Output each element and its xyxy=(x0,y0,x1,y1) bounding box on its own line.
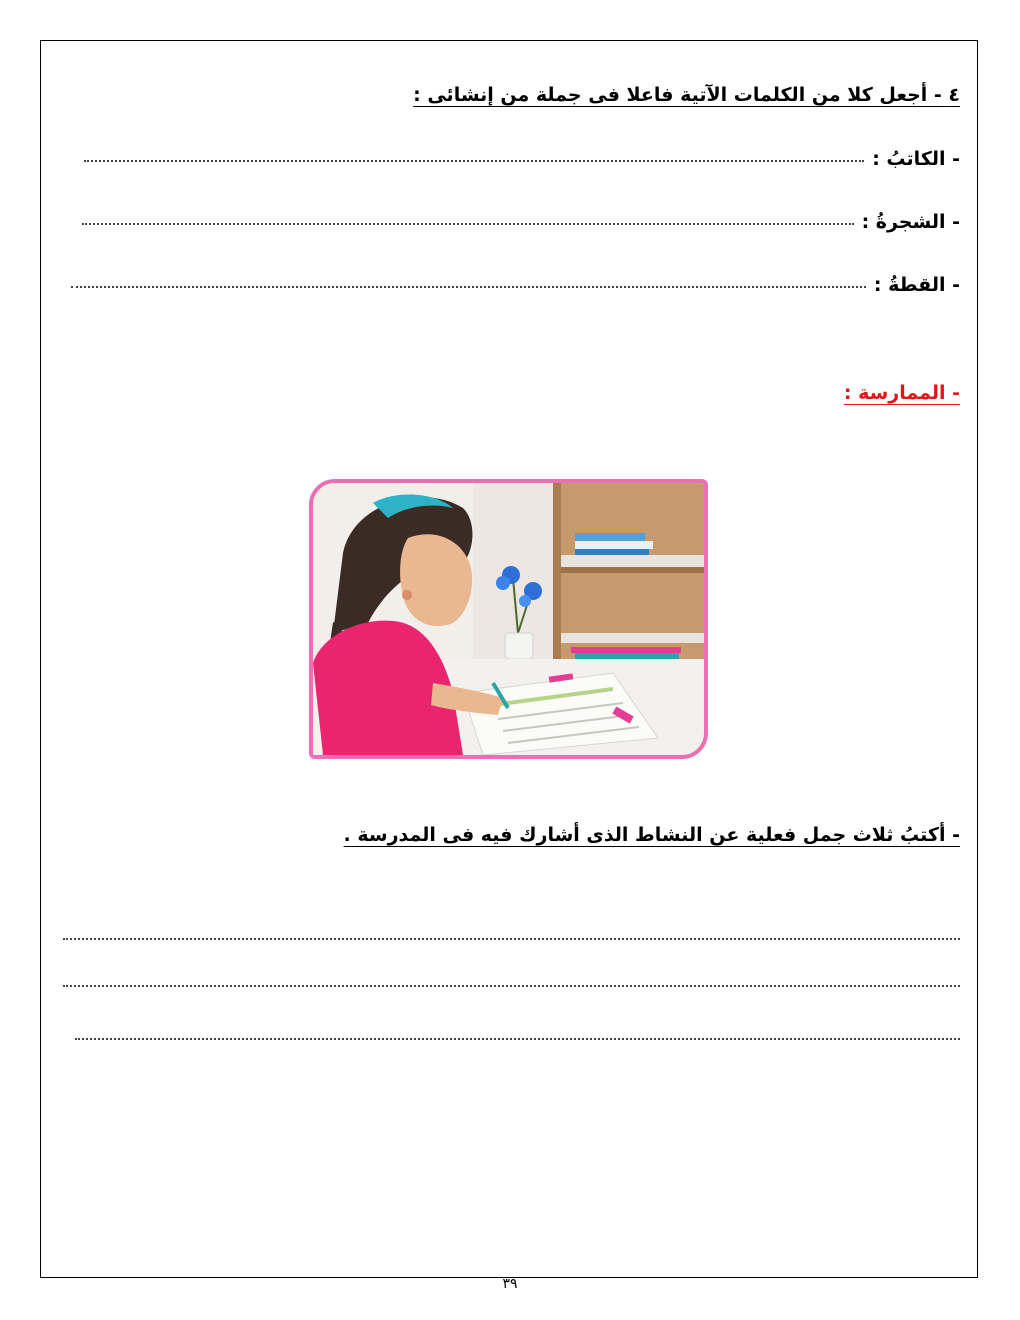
page-number: ٣٩ xyxy=(502,1276,518,1292)
answer-dotted-line[interactable] xyxy=(71,286,866,288)
girl-studying-photo xyxy=(309,479,708,759)
answer-line[interactable] xyxy=(63,938,960,940)
answer-dotted-line[interactable] xyxy=(82,223,854,225)
word-label-writer: - الكاتبُ : xyxy=(872,148,960,170)
word-label-tree: - الشجرةُ : xyxy=(861,211,960,233)
answer-line[interactable] xyxy=(75,1038,960,1040)
answer-dotted-line[interactable] xyxy=(84,160,864,162)
word-label-cat: - القطةُ : xyxy=(873,274,960,296)
word-row-tree xyxy=(82,211,960,233)
writing-task-prompt: - أكتبُ ثلاث جمل فعلية عن النشاط الذى أشارك فيه فى المدرسة . xyxy=(343,824,960,846)
exercise-heading: ٤ - أجعل كلا من الكلمات الآتية فاعلا فى جملة من إنشائى : xyxy=(413,84,960,106)
word-row-writer xyxy=(84,148,960,170)
practice-label: - الممارسة : xyxy=(843,382,960,404)
word-row-cat xyxy=(71,274,960,296)
answer-line[interactable] xyxy=(63,985,960,987)
